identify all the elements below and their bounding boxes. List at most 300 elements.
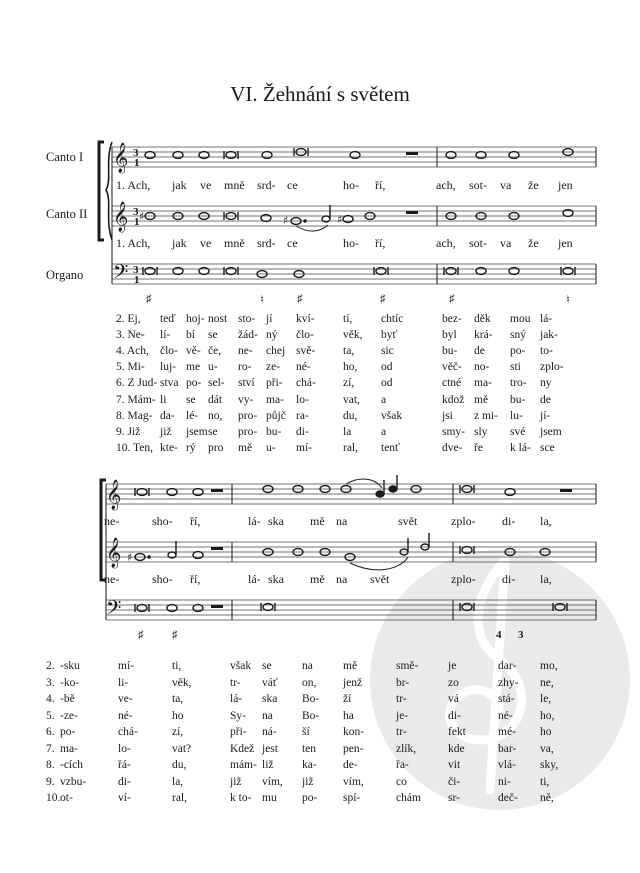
verse-syllable: br-	[396, 676, 410, 689]
verse-syllable: li-	[118, 676, 129, 689]
verse-syllable: 7. Mám-	[116, 393, 156, 406]
figure: ♯	[172, 629, 178, 641]
svg-text:♯: ♯	[283, 214, 289, 227]
verse-syllable: po-	[186, 377, 202, 390]
verse-syllable: chá-	[296, 377, 316, 390]
verse-syllable: Bo-	[302, 693, 320, 705]
verse-syllable: vím,	[262, 775, 283, 788]
verse-syllable: de-	[343, 759, 358, 771]
syllable: srd-	[257, 178, 276, 192]
verse-syllable: jsi	[442, 409, 453, 422]
verse-syllable: luj-	[160, 361, 176, 374]
verse-syllable: bar-	[498, 742, 517, 755]
verse-syllable: věk,	[172, 676, 192, 689]
verse-syllable: ra-	[296, 409, 309, 422]
syllable: že	[528, 236, 539, 250]
verse-syllable: nost	[208, 313, 228, 325]
verse-syllable: k to-	[230, 792, 252, 804]
verse-syllable: bu-	[442, 345, 458, 358]
verse-syllable: na	[262, 709, 273, 722]
verse-syllable: dar-	[498, 660, 517, 672]
verse-syllable: 9. Již	[116, 425, 141, 438]
verse-syllable: liž	[262, 759, 274, 771]
verse-syllable: sel-	[208, 377, 225, 390]
verse-syllable: ti,	[172, 660, 182, 672]
figure: ♯	[146, 293, 152, 305]
verse-syllable: sly	[474, 425, 488, 438]
verse-syllable: 3.	[46, 676, 55, 689]
verse-syllable: jenž	[343, 676, 363, 689]
syllable: lá-	[248, 572, 261, 586]
svg-text:𝄞: 𝄞	[106, 538, 122, 568]
syllable: ve	[200, 236, 212, 250]
verse-syllable: ma-	[474, 377, 492, 390]
verse-syllable: chej	[266, 345, 286, 358]
syllable: 1. Ach,	[116, 178, 151, 192]
verse-syllable: lá-	[230, 693, 243, 705]
verse-syllable: z mi-	[474, 409, 498, 422]
verse-syllable: již	[302, 775, 314, 788]
syllable: sho-	[152, 514, 173, 528]
syllable: va	[500, 236, 512, 250]
verse-syllable: byť	[381, 329, 398, 342]
verse-syllable: již	[160, 425, 172, 438]
verse-syllable: ny	[540, 377, 552, 390]
verse-syllable: né-	[118, 709, 133, 722]
verse-syllable: ka-	[302, 759, 317, 771]
verse-syllable: ot-	[60, 792, 73, 804]
syllable: di-	[502, 572, 516, 586]
verse-syllable: kví-	[296, 313, 315, 325]
syllable: sho-	[152, 572, 173, 586]
verse-syllable: bí	[186, 329, 195, 342]
verse-syllable: se	[208, 425, 218, 438]
figure: ♮	[260, 294, 264, 306]
syllable: ho-	[343, 178, 359, 192]
verse-syllable: du,	[172, 759, 187, 771]
verse-syllable: 10.	[46, 792, 61, 804]
syllable: zplo-	[451, 572, 476, 586]
syllable: la,	[540, 514, 552, 528]
verse-syllable: však	[230, 660, 252, 672]
verse-syllable: ne-	[238, 345, 253, 358]
verse-syllable: smě-	[396, 660, 419, 672]
syllable: ach,	[436, 236, 456, 250]
figure: 3	[518, 629, 524, 641]
syllable: ve	[200, 178, 212, 192]
syllable: zplo-	[451, 514, 476, 528]
verse-syllable: po-	[60, 726, 76, 738]
verse-syllable: jest	[262, 742, 278, 755]
verse-syllable: lá-	[540, 313, 553, 325]
verse-syllable: vzbu-	[60, 775, 87, 788]
verse-syllable: no-	[474, 361, 490, 374]
svg-text:3: 3	[133, 206, 139, 218]
treble-clef-icon	[113, 142, 128, 288]
organo-notes-sys1	[143, 267, 575, 277]
svg-text:♯: ♯	[139, 210, 145, 223]
verse-syllable: mu	[262, 792, 277, 804]
verse-syllable: ti,	[540, 775, 550, 788]
verse-syllable: 2.	[46, 660, 55, 672]
part-label-organo: Organo	[46, 268, 84, 282]
verse-syllable: 2. Ej,	[116, 313, 141, 325]
verse-syllable: ho,	[343, 361, 358, 374]
syllable: va	[500, 178, 512, 192]
verse-syllable: kon-	[343, 726, 365, 738]
verse-syllable: ta,	[172, 693, 184, 705]
verse-syllable: svě-	[296, 345, 316, 358]
syllable: ach,	[436, 178, 456, 192]
verse-syllable: de	[540, 393, 551, 406]
verse-syllable: pro-	[238, 409, 258, 422]
syllable: di-	[502, 514, 516, 528]
verse-syllable: li	[160, 393, 167, 406]
verse-syllable: při-	[230, 726, 247, 738]
verse-syllable: ve-	[118, 693, 133, 705]
verse-syllable: sce	[540, 441, 555, 454]
syllable: mně	[224, 236, 245, 250]
syllable: sot-	[469, 236, 487, 250]
verse-syllable: sic	[381, 345, 394, 358]
verse-syllable: zplo-	[540, 361, 564, 374]
verse-syllable: se	[208, 329, 218, 342]
part-label-canto2: Canto II	[46, 207, 88, 221]
verse-syllable: se	[186, 393, 196, 406]
syllable: ne-	[104, 514, 120, 528]
verse-syllable: 4.	[46, 693, 55, 705]
verse-syllable: ví-	[118, 792, 131, 804]
svg-text:♯: ♯	[127, 551, 133, 564]
syllable: ska	[268, 514, 284, 528]
verse-syllable: mí-	[296, 441, 312, 454]
svg-text:1: 1	[134, 274, 140, 286]
verse-syllable: žád-	[238, 329, 258, 342]
verse-syllable: vlá-	[498, 759, 516, 771]
verse-syllable: je	[448, 660, 457, 672]
figure: ♯	[297, 293, 303, 305]
clefs-sys2	[106, 479, 121, 624]
verse-syllable: lé-	[186, 409, 199, 422]
verse-syllable: to-	[540, 345, 553, 358]
svg-text:3: 3	[133, 147, 139, 159]
figure: 4	[496, 629, 502, 641]
verse-syllable: 8.	[46, 759, 55, 771]
figure: ♯	[380, 293, 386, 305]
verse-syllable: chtíc	[381, 313, 404, 325]
verse-syllable: me	[186, 361, 201, 374]
svg-text:𝄞: 𝄞	[106, 480, 122, 510]
verse-syllable: ten	[302, 742, 317, 755]
verse-syllable: po-	[302, 792, 318, 804]
verse-syllable: pen-	[343, 742, 364, 755]
svg-text:3: 3	[133, 264, 139, 276]
syllable: ří,	[375, 178, 386, 192]
syllable: jak	[172, 178, 187, 192]
syllable: srd-	[257, 236, 276, 250]
verse-syllable: ma-	[266, 393, 284, 406]
verse-syllable: ma-	[60, 742, 78, 755]
verse-syllable: tr-	[396, 726, 407, 738]
syllable: ho-	[343, 236, 359, 250]
verse-syllable: mí-	[118, 660, 134, 672]
verse-syllable: ha	[343, 709, 354, 722]
verse-syllable: 6. Z Jud-	[116, 377, 158, 390]
verse-syllable: 10. Ten,	[116, 441, 153, 454]
verse-syllable: na	[302, 660, 313, 672]
verse-syllable: se	[262, 660, 272, 672]
verse-syllable: své	[510, 425, 526, 438]
syllable: sot-	[469, 178, 487, 192]
verse-syllable: co	[396, 775, 407, 788]
verse-syllable: člo-	[160, 345, 178, 358]
syllable: na	[336, 572, 348, 586]
verse-syllable: ni-	[498, 775, 511, 788]
syllable: mě	[310, 514, 325, 528]
verse-syllable: člo-	[296, 329, 314, 342]
figure: ♮	[566, 294, 570, 306]
verse-syllable: 3. Ne-	[116, 329, 145, 342]
verse-syllable: tr-	[396, 693, 407, 705]
verse-syllable: -ze-	[60, 709, 78, 722]
verse-syllable: mám-	[230, 759, 257, 771]
verse-syllable: po-	[510, 345, 526, 358]
verse-syllable: spí-	[343, 792, 361, 804]
verse-syllable: 7.	[46, 742, 55, 755]
svg-text:𝄞: 𝄞	[113, 143, 129, 173]
figure: ♯	[449, 293, 455, 305]
verse-syllable: ral,	[343, 441, 359, 454]
verse-syllable: Sy-	[230, 709, 246, 722]
verse-syllable: lu-	[510, 409, 523, 422]
verse-syllable: ství	[238, 377, 255, 390]
verse-syllable: la	[343, 425, 352, 438]
verse-syllable: půjč	[266, 409, 286, 422]
verse-syllable: 6.	[46, 726, 55, 738]
verse-syllable: od	[381, 361, 393, 374]
verse-syllable: tro-	[510, 377, 527, 390]
verse-syllable: u-	[266, 441, 276, 454]
verse-syllable: da-	[160, 409, 175, 422]
system1-brackets	[99, 142, 112, 240]
svg-text:1: 1	[134, 216, 140, 228]
verse-syllable: tenť	[381, 441, 400, 454]
verse-syllable: sto-	[238, 313, 256, 325]
verse-syllable: vit	[448, 759, 461, 771]
syllable: svět	[370, 572, 390, 586]
verse-syllable: če,	[208, 345, 222, 358]
verse-syllable: lo-	[296, 393, 309, 406]
verse-syllable: věk,	[343, 329, 363, 342]
verse-syllable: vě-	[186, 345, 201, 358]
verse-syllable: vím,	[343, 775, 364, 788]
verse-syllable: stva	[160, 377, 179, 390]
verse-syllable: 9.	[46, 775, 55, 788]
verse-syllable: vá	[448, 693, 459, 705]
svg-text:1: 1	[134, 157, 140, 169]
verse-syllable: dve-	[442, 441, 463, 454]
figure: ♯	[138, 629, 144, 641]
verse-syllable: Kdež	[230, 742, 255, 755]
syllable: ří,	[375, 236, 386, 250]
verse-syllable: di-	[296, 425, 309, 438]
verse-syllable: vat?	[172, 742, 192, 755]
svg-text:𝄢: 𝄢	[113, 260, 129, 288]
verse-syllable: ší	[302, 726, 310, 738]
verse-syllable: bu-	[266, 425, 282, 438]
svg-text:♯: ♯	[337, 213, 343, 226]
syllable: mě	[310, 572, 325, 586]
verse-syllable: le,	[540, 693, 552, 705]
verse-syllable: ska	[262, 693, 278, 705]
verse-syllable: vy-	[238, 393, 254, 406]
verse-syllable: ho	[172, 709, 184, 722]
syllable: mně	[224, 178, 245, 192]
accidentals-sys1	[139, 210, 342, 227]
verse-syllable: hoj-	[186, 313, 205, 325]
verse-syllable: sr-	[448, 792, 460, 804]
verse-syllable: ze-	[266, 361, 281, 374]
verse-syllable: chá-	[118, 726, 138, 738]
verse-syllable: ne,	[540, 676, 554, 689]
verse-syllable: byl	[442, 329, 457, 342]
syllable: svět	[398, 514, 418, 528]
verse-syllable: sný	[510, 329, 526, 342]
svg-text:𝄞: 𝄞	[113, 202, 129, 232]
syllable: ce	[287, 178, 298, 192]
verse-syllable: ho,	[540, 709, 555, 722]
verse-syllable: pro-	[238, 425, 258, 438]
verse-syllable: 5. Mi-	[116, 361, 145, 374]
verse-syllable: ho	[540, 726, 552, 738]
verse-syllable: sti	[510, 361, 521, 374]
verse-syllable: ží	[343, 693, 352, 705]
verse-syllable: di-	[448, 709, 461, 722]
verse-syllable: bez-	[442, 313, 462, 325]
verse-syllable: ře	[474, 441, 483, 454]
verse-syllable: či-	[448, 775, 461, 788]
verse-syllable: u-	[208, 361, 218, 374]
verse-syllable: smy-	[442, 425, 465, 438]
verse-syllable: pro	[208, 441, 224, 454]
verse-syllable: sky,	[540, 759, 559, 771]
verse-syllable: zí,	[343, 377, 355, 390]
verse-syllable: kde	[448, 742, 465, 755]
verse-syllable: -sku	[60, 660, 80, 672]
verse-syllable: tr-	[230, 676, 241, 689]
verse-syllable: zí,	[172, 726, 184, 738]
syllable: jak	[172, 236, 187, 250]
verse-syllable: ný	[266, 329, 278, 342]
verse-syllable: zo	[448, 676, 459, 689]
verse-syllable: mě	[474, 393, 489, 406]
system1-barlines	[112, 147, 596, 284]
verse-syllable: jí-	[540, 409, 551, 422]
verse-syllable: zlík,	[396, 742, 417, 755]
verse-syllable: kte-	[160, 441, 178, 454]
verse-syllable: la,	[172, 775, 184, 788]
verse-syllable: rý	[186, 441, 196, 454]
verse-syllable: di-	[118, 775, 131, 788]
verse-syllable: a	[381, 425, 387, 438]
part-label-canto1: Canto I	[46, 150, 84, 164]
verse-syllable: dát	[208, 393, 223, 406]
syllable: jen	[558, 236, 573, 250]
verse-syllable: ral,	[172, 792, 188, 804]
syllable: 1. Ach,	[116, 236, 151, 250]
verse-syllable: jsem	[186, 425, 208, 438]
verse-syllable: mé-	[498, 726, 516, 738]
verse-syllable: 5.	[46, 709, 55, 722]
syllable: ne-	[104, 572, 120, 586]
verse-syllable: mo,	[540, 660, 558, 672]
verse-syllable: ctné	[442, 377, 462, 390]
verse-syllable: tí,	[343, 313, 353, 325]
verse-syllable: lí-	[160, 329, 171, 342]
verse-syllable: vat,	[343, 393, 360, 406]
verse-syllable: ro-	[238, 361, 252, 374]
system1-staves	[112, 147, 596, 284]
verse-syllable: -bě	[60, 693, 75, 705]
accidentals-sys2	[127, 551, 132, 564]
verse-syllable: mou	[510, 313, 531, 325]
verse-syllable: chám	[396, 792, 421, 804]
verse-syllable: již	[230, 775, 242, 788]
verse-syllable: 8. Mag-	[116, 409, 153, 422]
verse-syllable: -cích	[60, 759, 83, 771]
verse-syllable: k lá-	[510, 441, 531, 454]
verse-syllable: stá-	[498, 693, 515, 705]
verse-syllable: né-	[296, 361, 311, 374]
verse-syllable: řá-	[118, 759, 131, 771]
verse-syllable: a	[381, 393, 387, 406]
svg-text:𝄢: 𝄢	[106, 596, 122, 624]
verse-syllable: kdož	[442, 393, 465, 406]
verse-syllable: né-	[498, 709, 513, 722]
syllable: la,	[540, 572, 552, 586]
syllable: jen	[558, 178, 573, 192]
verse-syllable: od	[381, 377, 393, 390]
verse-syllable: lo-	[118, 742, 131, 755]
verse-syllable: jí	[266, 313, 273, 325]
verse-syllable: fekt	[448, 726, 466, 738]
piece-title: VI. Žehnání s světem	[230, 82, 410, 106]
verse-syllable: no,	[208, 409, 223, 422]
verse-syllable: deč-	[498, 792, 518, 804]
verse-syllable: jak-	[540, 329, 558, 342]
verse-syllable: ně,	[540, 792, 554, 804]
verse-syllable: on,	[302, 676, 317, 689]
verse-syllable: váť	[262, 676, 278, 689]
verse-syllable: Bo-	[302, 709, 320, 722]
syllable: ska	[268, 572, 284, 586]
verse-syllable: mě	[238, 441, 253, 454]
verse-syllable: mě	[343, 660, 358, 672]
verse-syllable: řa-	[396, 759, 409, 771]
verse-syllable: 4. Ach,	[116, 345, 149, 358]
canto2-notes-sys1	[145, 205, 573, 231]
syllable: ří,	[190, 514, 201, 528]
verse-syllable: je-	[396, 709, 409, 722]
verse-syllable: děk	[474, 313, 491, 325]
syllable: že	[528, 178, 539, 192]
verse-syllable: krá-	[474, 329, 493, 342]
verse-syllable: va,	[540, 742, 554, 755]
verse-syllable: de	[474, 345, 485, 358]
verse-syllable: teď	[160, 313, 176, 325]
verse-syllable: du,	[343, 409, 358, 422]
verse-syllable: věč-	[442, 361, 462, 374]
